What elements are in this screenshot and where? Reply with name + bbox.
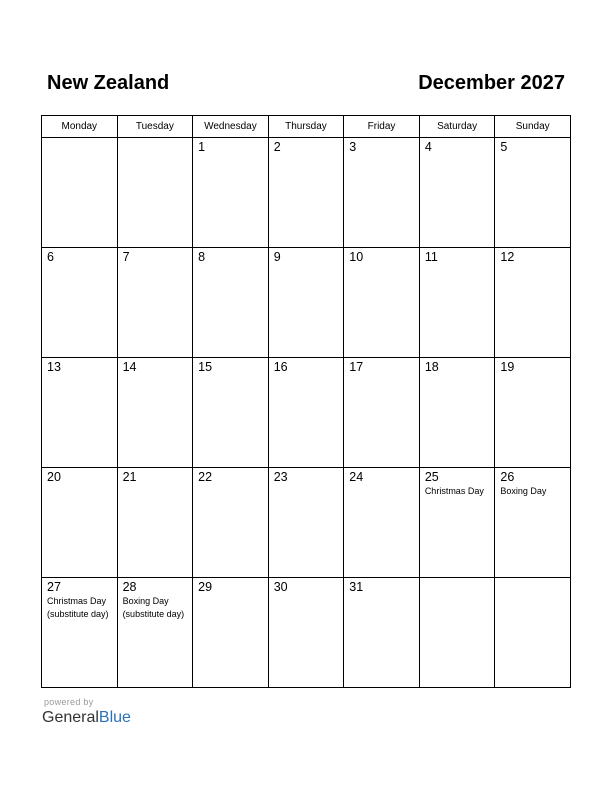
day-cell [344,248,420,358]
day-cell [419,248,495,358]
day-number: 20 [47,470,61,484]
holiday-label: Christmas Day (substitute day) [47,596,109,619]
day-cell [495,358,571,468]
week-row [42,138,571,248]
day-number: 30 [273,580,288,594]
powered-by-label: powered by [44,697,94,707]
day-cell [419,468,495,578]
day-cell [42,248,118,358]
day-number: 29 [198,580,213,594]
day-cell [117,248,193,358]
day-cell [268,578,344,688]
weekday-header: Friday [344,116,420,138]
day-number: 19 [500,360,515,374]
day-cell [344,578,420,688]
day-cell [495,468,571,578]
day-number: 2 [273,140,281,154]
day-cell [268,468,344,578]
day-number: 1 [198,140,206,154]
day-number: 18 [424,360,439,374]
generalblue-logo [42,709,131,727]
day-number: 3 [349,140,357,154]
holiday-label: Boxing Day [500,486,547,496]
day-cell [268,358,344,468]
day-cell [42,468,118,578]
day-number: 16 [273,360,288,374]
day-number: 21 [122,470,137,484]
week-row [42,358,571,468]
holiday-label: Christmas Day [424,486,484,496]
weekday-header: Thursday [268,116,344,138]
weekday-header: Saturday [419,116,495,138]
day-number: 23 [273,470,288,484]
day-cell [268,138,344,248]
day-number: 12 [500,250,515,264]
day-cell [344,468,420,578]
day-number: 6 [47,250,54,264]
day-number: 27 [47,580,61,594]
day-cell [419,358,495,468]
weekday-header-row [42,116,571,138]
day-cell [193,578,269,688]
week-row [42,248,571,358]
day-number: 14 [122,360,137,374]
weekday-header: Wednesday [193,116,269,138]
day-number: 13 [47,360,61,374]
day-number: 31 [349,580,364,594]
day-number: 10 [349,250,364,264]
day-cell [495,578,571,688]
day-number: 28 [122,580,137,594]
month-title: December 2027 [418,72,565,94]
weekday-header: Monday [42,116,118,138]
day-number: 4 [424,140,432,154]
day-number: 5 [500,140,508,154]
brand-blue-text: Blue [98,709,131,726]
day-number: 7 [122,250,130,264]
day-cell [193,358,269,468]
day-cell [344,138,420,248]
day-number: 8 [198,250,206,264]
day-cell [495,138,571,248]
day-cell [42,358,118,468]
day-number: 11 [424,250,438,264]
day-cell [419,578,495,688]
day-cell [117,138,193,248]
day-cell [193,468,269,578]
day-number: 17 [349,360,364,374]
day-number: 24 [349,470,364,484]
day-cell [495,248,571,358]
day-cell [117,468,193,578]
day-number: 22 [198,470,213,484]
day-number: 15 [198,360,213,374]
day-cell [42,578,118,688]
weekday-header: Tuesday [117,116,193,138]
day-number: 26 [500,470,515,484]
week-row [42,468,571,578]
day-number: 9 [273,250,281,264]
day-cell [268,248,344,358]
country-title: New Zealand [47,72,170,94]
brand-general-text: General [42,709,99,726]
day-cell [193,248,269,358]
day-cell [117,578,193,688]
holiday-label: Boxing Day (substitute day) [122,596,185,619]
day-cell [419,138,495,248]
day-cell [42,138,118,248]
calendar-grid [41,115,571,688]
week-row [42,578,571,688]
day-cell [344,358,420,468]
day-cell [117,358,193,468]
day-cell [193,138,269,248]
day-number: 25 [424,470,439,484]
weekday-header: Sunday [495,116,571,138]
